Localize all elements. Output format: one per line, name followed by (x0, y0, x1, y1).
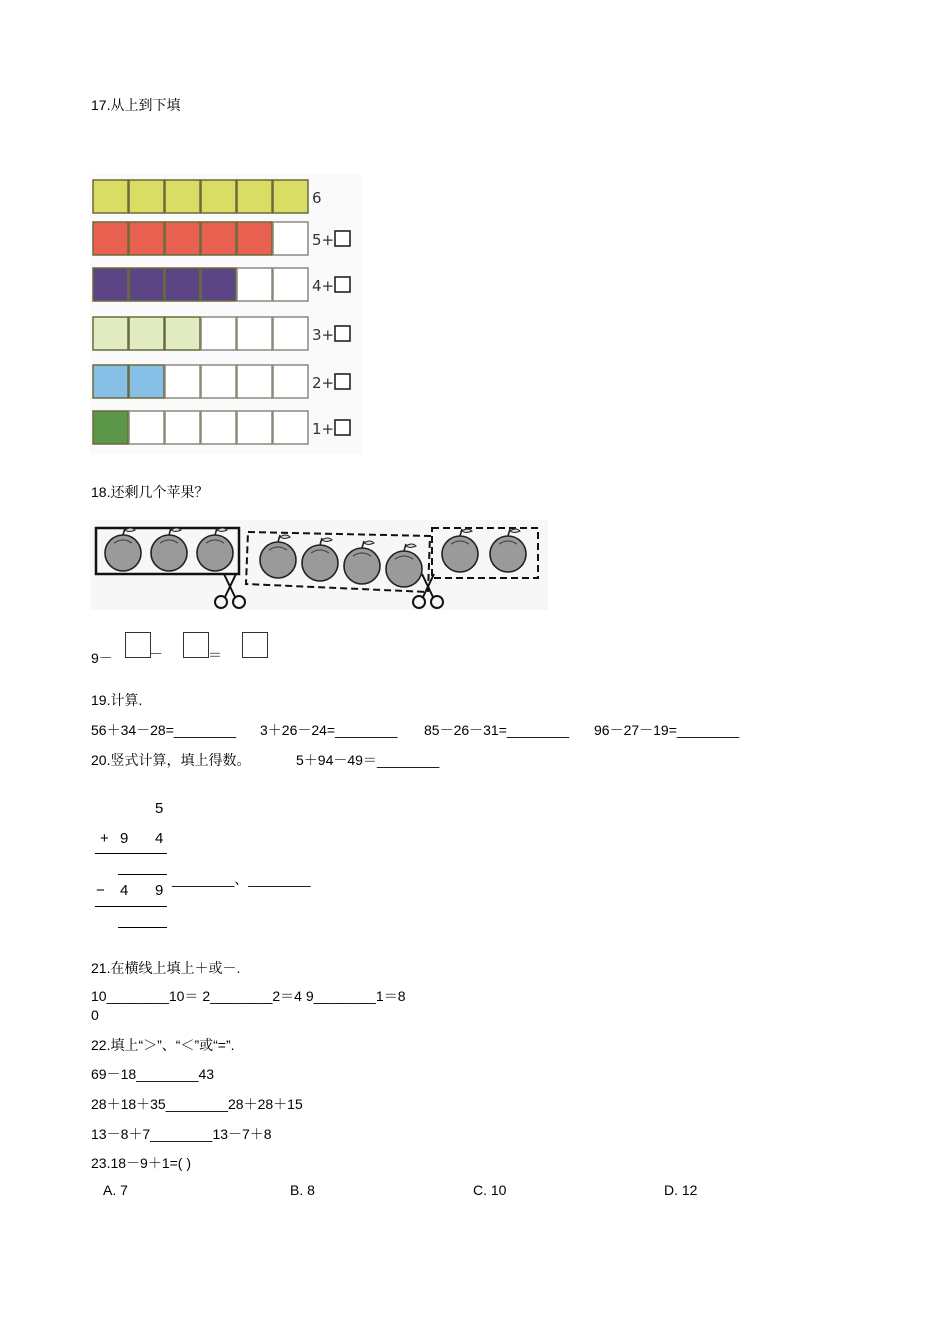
row-label: 5+ (312, 231, 335, 249)
vertical-line (95, 853, 167, 854)
color-bar-figure (90, 175, 362, 453)
q17-title: 17.从上到下填 (91, 97, 181, 113)
q22-item: 69－18________43 (91, 1066, 215, 1082)
empty-cell (237, 317, 272, 350)
answer-blank[interactable]: ________ (173, 722, 237, 738)
answer-blank[interactable]: ________ (506, 722, 570, 738)
row-label: 4+ (312, 277, 335, 295)
filled-cell (165, 317, 200, 350)
option-c[interactable]: C. 10 (473, 1182, 507, 1198)
option-b[interactable]: B. 8 (290, 1182, 315, 1198)
row-label: 1+ (312, 420, 335, 438)
answer-box-1[interactable] (125, 632, 151, 658)
empty-cell (165, 411, 200, 444)
empty-cell (237, 365, 272, 398)
row-label: 6 (312, 189, 322, 207)
filled-cell (165, 180, 200, 213)
empty-cell (201, 365, 236, 398)
answer-box-2[interactable] (183, 632, 209, 658)
vertical-top-digit: 5 (155, 800, 164, 817)
answer-box (335, 374, 350, 389)
vertical-answer-line[interactable] (118, 927, 167, 928)
filled-cell (93, 268, 128, 301)
q21-title: 21.在横线上填上＋或－. (91, 960, 241, 976)
empty-cell (273, 317, 308, 350)
answer-box (335, 277, 350, 292)
row-label: 3+ (312, 326, 335, 344)
filled-cell (129, 268, 164, 301)
q21-line[interactable]: 10________10＝ 2________2＝4 9________1＝8 (91, 988, 406, 1004)
q19-item: 85－26－31=________ (424, 722, 570, 738)
filled-cell (273, 180, 308, 213)
q22-item: 28＋18＋35________28＋28＋15 (91, 1096, 303, 1112)
option-a[interactable]: A. 7 (103, 1182, 128, 1198)
q23-title: 23.18－9＋1=( ) (91, 1155, 191, 1171)
answer-box (335, 231, 350, 246)
empty-cell (129, 411, 164, 444)
filled-cell (93, 411, 128, 444)
option-d[interactable]: D. 12 (664, 1182, 698, 1198)
filled-cell (129, 180, 164, 213)
q19-item: 3＋26－24=________ (260, 722, 398, 738)
answer-blank[interactable]: ________ (165, 1096, 229, 1112)
filled-cell (201, 222, 236, 255)
answer-box (335, 326, 350, 341)
filled-cell (129, 317, 164, 350)
filled-cell (93, 180, 128, 213)
empty-cell (201, 317, 236, 350)
vertical-line (95, 906, 167, 907)
empty-cell (237, 411, 272, 444)
empty-cell (165, 365, 200, 398)
answer-blank[interactable]: ________ (150, 1126, 213, 1142)
answer-blank[interactable]: ________ (136, 1066, 199, 1082)
filled-cell (129, 365, 164, 398)
filled-cell (237, 222, 272, 255)
vertical-digit: 4 (120, 882, 129, 899)
vertical-digit: 9 (155, 882, 164, 899)
answer-box (335, 420, 350, 435)
q18-minus: － (149, 646, 163, 662)
filled-cell (201, 268, 236, 301)
answer-box-3[interactable] (242, 632, 268, 658)
filled-cell (165, 268, 200, 301)
q18-equals: ＝ (208, 647, 222, 663)
vertical-digit: 4 (155, 830, 164, 847)
q18-equation-start: 9－ (91, 650, 113, 666)
filled-cell (237, 180, 272, 213)
q18-title: 18.还剩几个苹果？ (91, 484, 209, 500)
answer-blank[interactable]: ________ (335, 722, 398, 738)
vertical-answer-line[interactable] (118, 874, 167, 875)
q19-item: 56＋34－28=________ (91, 722, 237, 738)
empty-cell (273, 268, 308, 301)
vertical-digit: 9 (120, 830, 129, 847)
filled-cell (93, 365, 128, 398)
vertical-op-plus: + (100, 830, 109, 847)
q22-title: 22.填上“＞”、“＜”或“=”. (91, 1037, 235, 1053)
q19-title: 19.计算. (91, 692, 143, 708)
row-label: 2+ (312, 374, 335, 392)
empty-cell (201, 411, 236, 444)
filled-cell (93, 222, 128, 255)
empty-cell (237, 268, 272, 301)
empty-cell (273, 411, 308, 444)
vertical-op-minus: − (96, 882, 105, 899)
filled-cell (165, 222, 200, 255)
filled-cell (129, 222, 164, 255)
filled-cell (93, 317, 128, 350)
q20-answers[interactable]: ________、________ (172, 871, 311, 887)
answer-blank[interactable]: ________ (376, 752, 440, 768)
answer-blank[interactable]: ________ (676, 722, 740, 738)
empty-cell (273, 365, 308, 398)
apple-figure (90, 520, 548, 610)
q19-item: 96－27－19=________ (594, 722, 740, 738)
filled-cell (201, 180, 236, 213)
q20-title: 20.竖式计算，填上得数。 (91, 752, 251, 768)
empty-cell (273, 222, 308, 255)
q20-expression: 5＋94－49＝________ (296, 752, 440, 768)
q21-line-continued: 0 (91, 1007, 99, 1023)
q22-item: 13－8＋7________13－7＋8 (91, 1126, 272, 1142)
